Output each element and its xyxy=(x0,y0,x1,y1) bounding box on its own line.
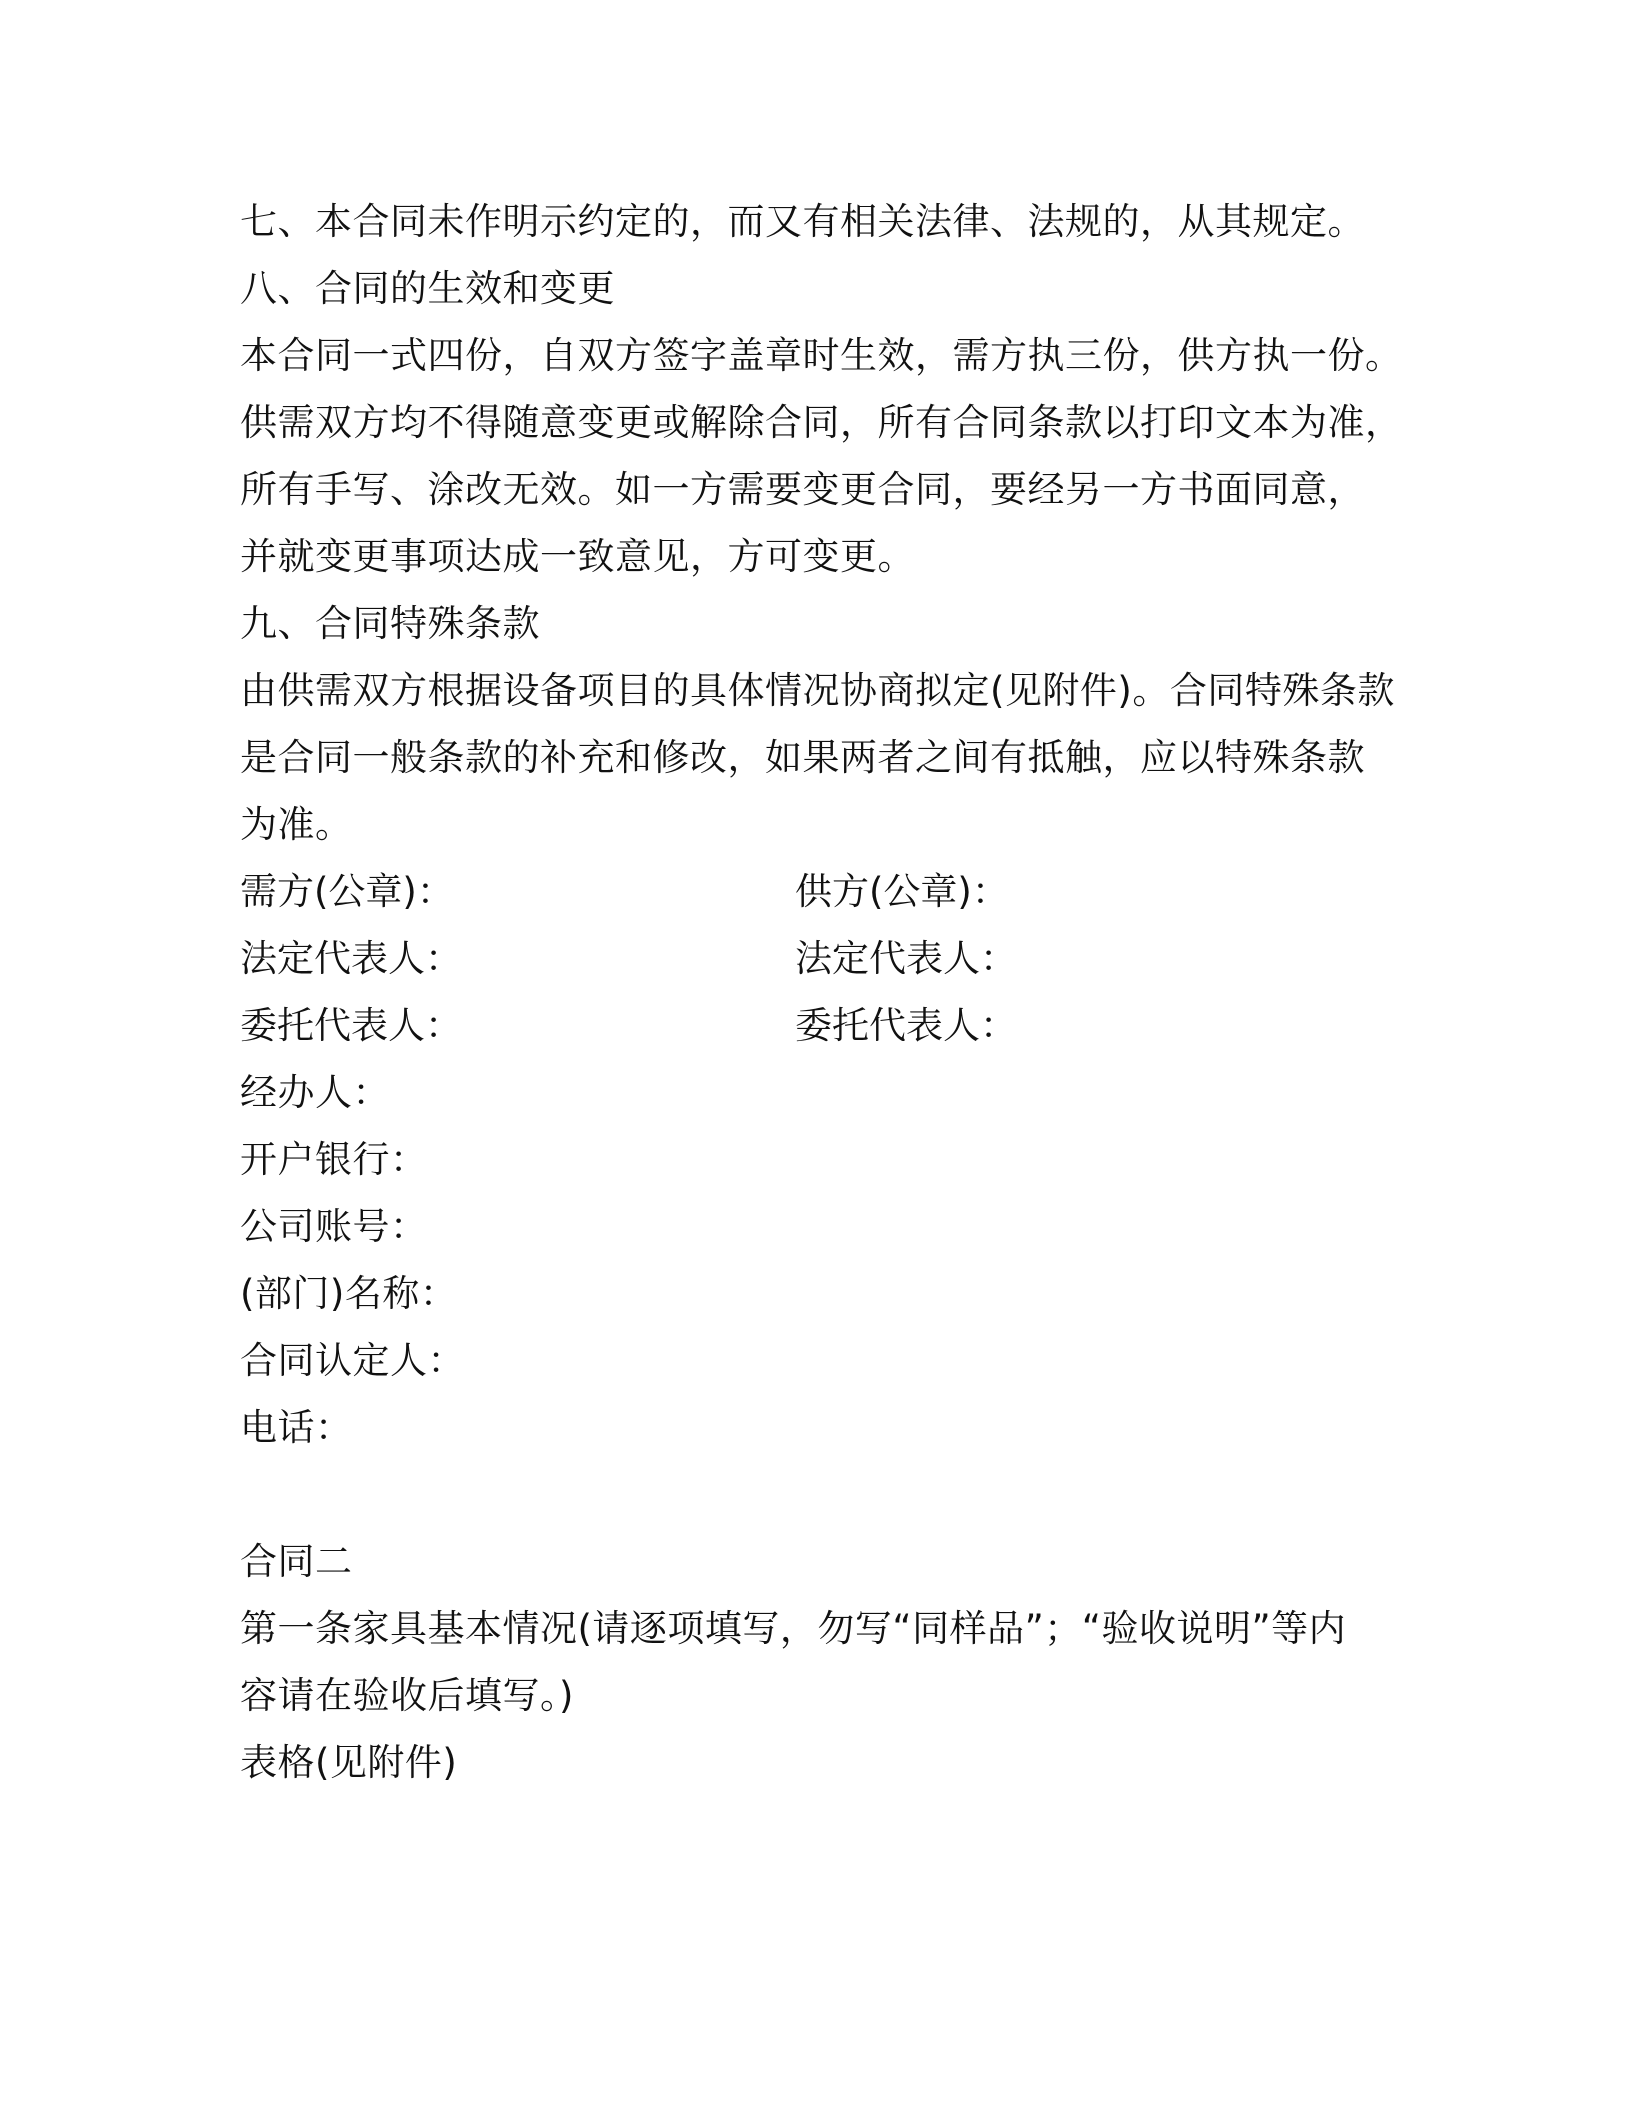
account-label: 公司账号： xyxy=(240,1205,428,1248)
handler-label: 经办人： xyxy=(240,1071,390,1114)
section-9-heading: 九、合同特殊条款 xyxy=(240,602,540,645)
phone-label: 电话： xyxy=(240,1406,353,1449)
contract-2-line-1: 第一条家具基本情况(请逐项填写，勿写“同样品”；“验收说明”等内 xyxy=(240,1607,1347,1650)
document-page xyxy=(240,188,1403,1796)
section-7-text: 七、本合同未作明示约定的，而又有相关法律、法规的，从其规定。 xyxy=(240,200,1365,243)
section-8-line-4: 并就变更事项达成一致意见，方可变更。 xyxy=(240,535,915,578)
section-9-line-1: 由供需双方根据设备项目的具体情况协商拟定(见附件)。合同特殊条款 xyxy=(240,669,1395,712)
department-name-label: (部门)名称： xyxy=(240,1272,458,1315)
supplier-authorized-rep-label: 委托代表人： xyxy=(795,1004,1017,1047)
section-8-heading: 八、合同的生效和变更 xyxy=(240,267,615,310)
section-8-line-1: 本合同一式四份，自双方签字盖章时生效，需方执三份，供方执一份。 xyxy=(240,334,1403,377)
signature-row-legal-rep xyxy=(240,925,1400,992)
bank-label: 开户银行： xyxy=(240,1138,428,1181)
contract-2-line-3: 表格(见附件) xyxy=(240,1741,458,1784)
section-9-line-3: 为准。 xyxy=(240,803,353,846)
supplier-legal-rep-label: 法定代表人： xyxy=(795,937,1017,980)
buyer-authorized-rep-label: 委托代表人： xyxy=(240,1004,462,1047)
signature-row-seal xyxy=(240,858,1400,925)
signature-row-authorized-rep xyxy=(240,992,1400,1059)
section-8-line-2: 供需双方均不得随意变更或解除合同，所有合同条款以打印文本为准， xyxy=(240,401,1403,444)
buyer-legal-rep-label: 法定代表人： xyxy=(240,937,462,980)
section-spacer xyxy=(240,1461,1400,1528)
contract-certifier-label: 合同认定人： xyxy=(240,1339,465,1382)
buyer-seal-label: 需方(公章)： xyxy=(240,870,454,913)
contract-2-title: 合同二 xyxy=(240,1540,353,1583)
contract-2-line-2: 容请在验收后填写。) xyxy=(240,1674,574,1717)
section-8-line-3: 所有手写、涂改无效。如一方需要变更合同，要经另一方书面同意， xyxy=(240,468,1365,511)
section-9-line-2: 是合同一般条款的补充和修改，如果两者之间有抵触，应以特殊条款 xyxy=(240,736,1365,779)
supplier-seal-label: 供方(公章)： xyxy=(795,870,1009,913)
